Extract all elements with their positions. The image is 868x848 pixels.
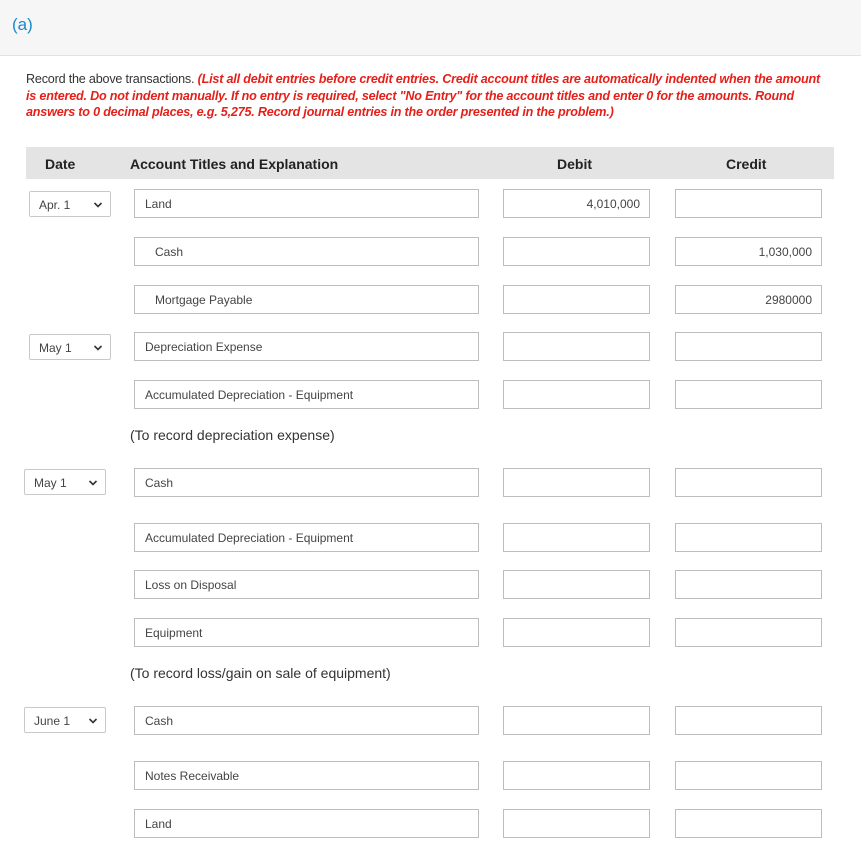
chevron-down-icon [93, 342, 103, 356]
debit-input[interactable] [503, 523, 650, 552]
account-title-input[interactable]: Cash [134, 237, 479, 266]
credit-input[interactable] [675, 380, 822, 409]
date-select[interactable] [24, 707, 106, 733]
debit-input[interactable] [503, 761, 650, 790]
credit-input[interactable]: 2980000 [675, 285, 822, 314]
debit-input[interactable] [503, 706, 650, 735]
account-title-input[interactable]: Notes Receivable [134, 761, 479, 790]
account-title-input[interactable]: Cash [134, 706, 479, 735]
account-title-input[interactable]: Equipment [134, 618, 479, 647]
explanation-text: (To record depreciation expense) [130, 427, 335, 443]
table-header [26, 147, 834, 179]
instructions-lead: Record the above transactions. [26, 72, 198, 86]
credit-input[interactable] [675, 570, 822, 599]
debit-input[interactable] [503, 332, 650, 361]
credit-input[interactable] [675, 618, 822, 647]
date-select[interactable] [24, 469, 106, 495]
credit-input[interactable] [675, 468, 822, 497]
account-title-input[interactable]: Land [134, 189, 479, 218]
debit-input[interactable] [503, 809, 650, 838]
account-header: Account Titles and Explanation [130, 156, 339, 172]
instructions [26, 71, 826, 121]
credit-input[interactable]: 1,030,000 [675, 237, 822, 266]
account-title-input[interactable]: Mortgage Payable [134, 285, 479, 314]
debit-input[interactable] [503, 618, 650, 647]
date-value: May 1 [39, 341, 72, 355]
debit-input[interactable] [503, 570, 650, 599]
credit-header: Credit [726, 156, 767, 172]
debit-input[interactable] [503, 468, 650, 497]
credit-input[interactable] [675, 332, 822, 361]
credit-input[interactable] [675, 761, 822, 790]
chevron-down-icon [88, 477, 98, 491]
date-select[interactable] [29, 191, 111, 217]
account-title-input[interactable]: Accumulated Depreciation - Equipment [134, 380, 479, 409]
date-value: June 1 [34, 714, 71, 728]
date-value: May 1 [34, 476, 67, 490]
account-title-input[interactable]: Accumulated Depreciation - Equipment [134, 523, 479, 552]
explanation-text: (To record loss/gain on sale of equipment) [130, 665, 391, 681]
credit-input[interactable] [675, 523, 822, 552]
account-title-input[interactable]: Loss on Disposal [134, 570, 479, 599]
credit-input[interactable] [675, 706, 822, 735]
instructions-warning: (List all debit entries before credit entries. Credit account titles are automatically indented when the amount is entered. Do not indent manually. If no entry is required, select "No Entry" for the account titles and enter 0 for the amounts. Round answers to 0 decimal places, e.g. 5,275. Record journal entries in the order presented in the problem.) [26, 72, 820, 120]
debit-input[interactable] [503, 237, 650, 266]
credit-input[interactable] [675, 809, 822, 838]
account-title-input[interactable]: Cash [134, 468, 479, 497]
date-value: Apr. 1 [39, 198, 71, 212]
date-select[interactable] [29, 334, 111, 360]
debit-header: Debit [557, 156, 592, 172]
date-header: Date [45, 156, 76, 172]
debit-input[interactable] [503, 380, 650, 409]
debit-input[interactable] [503, 285, 650, 314]
chevron-down-icon [88, 715, 98, 729]
account-title-input[interactable]: Land [134, 809, 479, 838]
debit-input[interactable]: 4,010,000 [503, 189, 650, 218]
part-header [0, 0, 861, 56]
part-label: (a) [12, 15, 33, 34]
chevron-down-icon [93, 199, 103, 213]
account-title-input[interactable]: Depreciation Expense [134, 332, 479, 361]
credit-input[interactable] [675, 189, 822, 218]
